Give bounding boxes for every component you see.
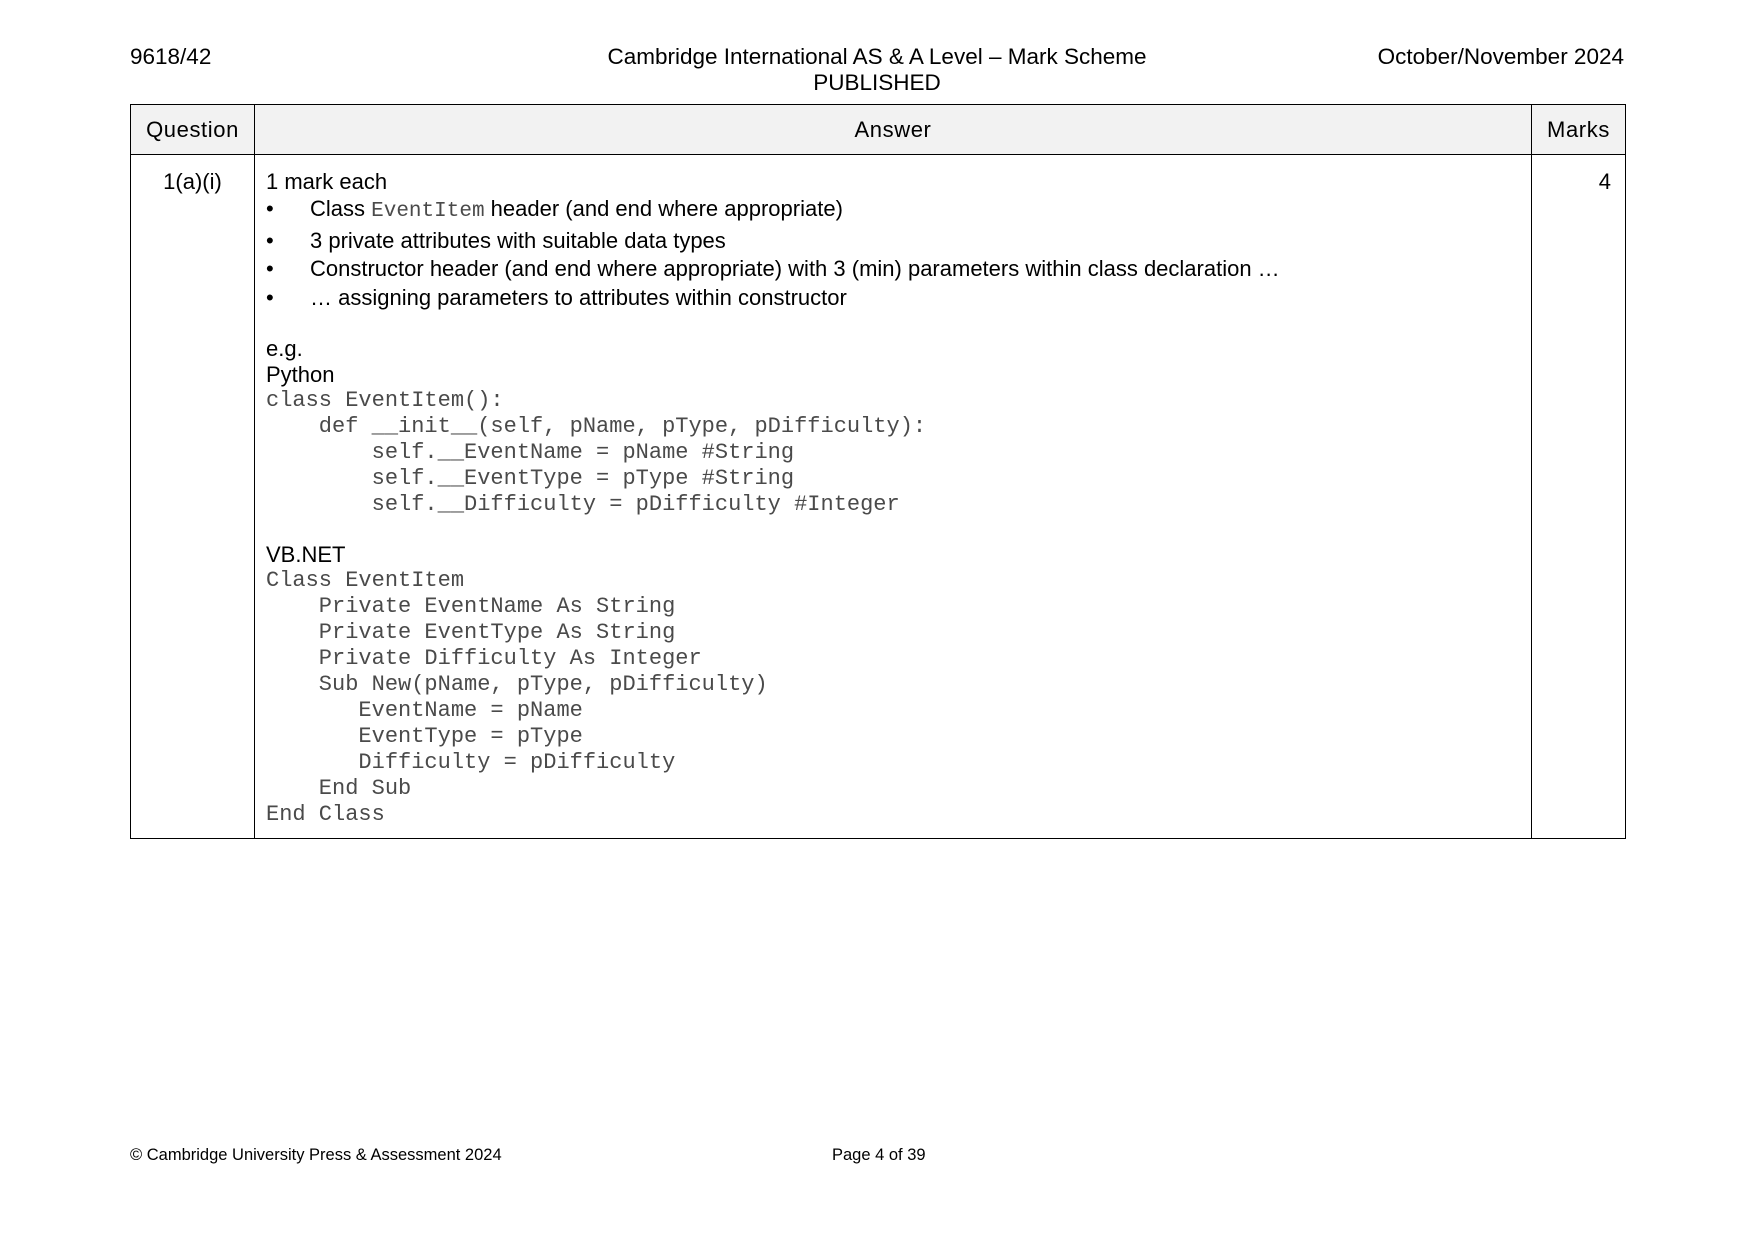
criterion-item <box>266 195 1521 227</box>
column-header-marks: Marks <box>1532 105 1626 155</box>
bullet-icon: • <box>266 284 274 310</box>
python-code-block: class EventItem(): def __init__(self, pName, pType, pDifficulty): self.__EventName = pName #String self.__EventType = pType #String self.__Difficulty = pDifficulty #Integer <box>266 388 927 517</box>
bullet-icon: • <box>266 256 274 281</box>
criterion-item <box>266 227 1521 256</box>
example-label: e.g. <box>266 336 303 361</box>
paper-code: 9618/42 <box>130 44 212 69</box>
page-number: Page 4 of 39 <box>832 1146 926 1164</box>
marks-value: 4 <box>1532 155 1626 839</box>
criterion-code: EventItem <box>371 200 485 223</box>
criterion-item <box>266 255 1521 284</box>
document-title: Cambridge International AS & A Level – Mark Scheme <box>607 44 1147 69</box>
python-label: Python <box>266 362 335 387</box>
answer-cell <box>255 155 1532 839</box>
criterion-text: Class <box>310 196 372 221</box>
published-label: PUBLISHED <box>813 70 941 95</box>
vbnet-code-block: Class EventItem Private EventName As String Private EventType As String Private Difficulty As Integer Sub New(pName, pType, pDifficulty) EventName = pName EventType = pType Difficulty = pDifficulty End Sub End Class <box>266 568 768 827</box>
column-header-question: Question <box>131 105 255 155</box>
mark-scheme-table <box>130 104 1626 839</box>
exam-session: October/November 2024 <box>1377 44 1624 69</box>
bullet-icon: • <box>266 227 274 253</box>
bullet-icon: • <box>266 196 274 221</box>
question-number: 1(a)(i) <box>131 155 255 839</box>
criterion-item <box>266 284 1521 313</box>
criterion-text: … assigning parameters to attributes within constructor <box>310 284 847 310</box>
copyright-notice: © Cambridge University Press & Assessment 2024 <box>130 1146 502 1164</box>
table-header-row <box>131 105 1626 155</box>
table-row <box>131 155 1626 839</box>
criterion-text-suffix: header (and end where appropriate) <box>484 196 843 221</box>
criterion-text: 3 private attributes with suitable data types <box>310 227 726 253</box>
marking-criteria-list <box>266 195 1521 312</box>
column-header-answer: Answer <box>255 105 1532 155</box>
vbnet-label: VB.NET <box>266 542 346 567</box>
criterion-text: Constructor header (and end where appropriate) with 3 (min) parameters within class declaration … <box>310 256 1280 281</box>
mark-instruction: 1 mark each <box>266 169 388 194</box>
